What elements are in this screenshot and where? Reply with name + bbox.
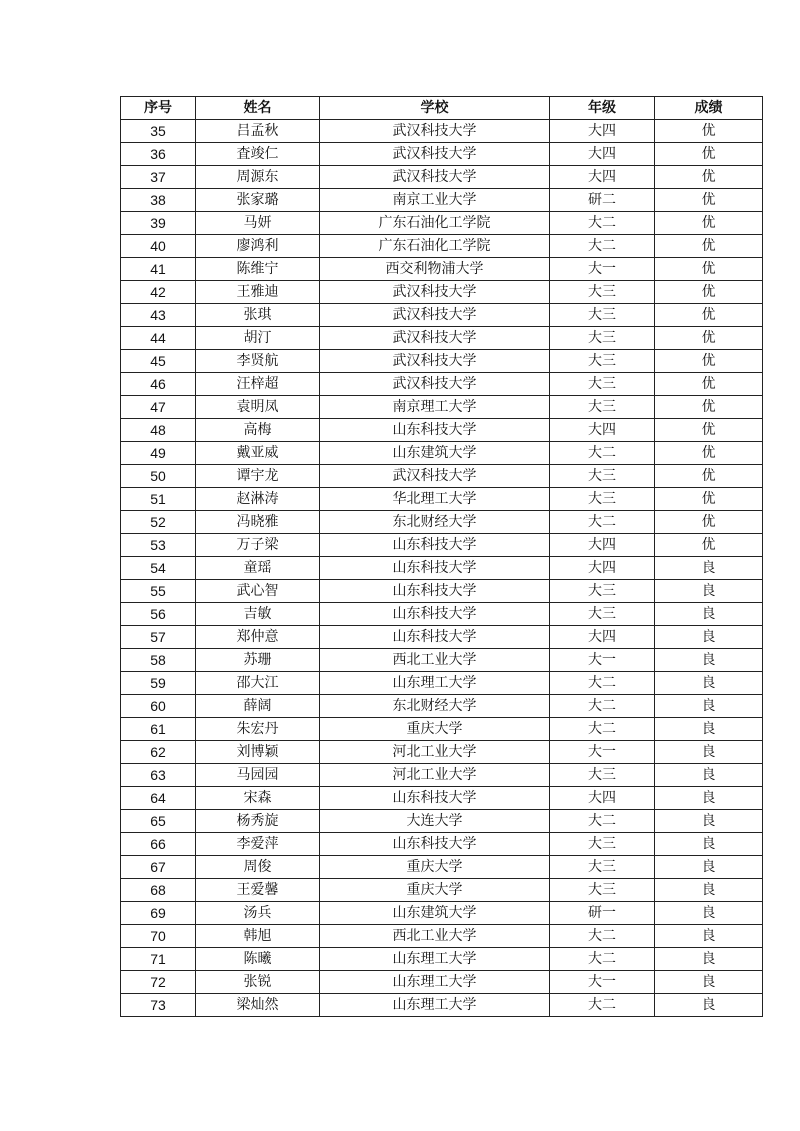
- cell-school: 山东科技大学: [320, 419, 550, 442]
- cell-name: 汪梓超: [196, 373, 320, 396]
- cell-school: 东北财经大学: [320, 695, 550, 718]
- cell-score: 优: [655, 465, 763, 488]
- cell-name: 马园园: [196, 764, 320, 787]
- cell-score: 优: [655, 350, 763, 373]
- cell-school: 武汉科技大学: [320, 350, 550, 373]
- table-row: [121, 143, 763, 166]
- cell-name: 武心智: [196, 580, 320, 603]
- cell-score: 良: [655, 580, 763, 603]
- cell-grade-level: 大一: [550, 741, 655, 764]
- table-row: [121, 603, 763, 626]
- table-row: [121, 902, 763, 925]
- cell-index: 46: [121, 373, 196, 396]
- table-row: [121, 764, 763, 787]
- cell-grade-level: 大四: [550, 419, 655, 442]
- cell-school: 华北理工大学: [320, 488, 550, 511]
- cell-school: 武汉科技大学: [320, 373, 550, 396]
- cell-school: 河北工业大学: [320, 741, 550, 764]
- cell-name: 张家璐: [196, 189, 320, 212]
- header-grade-level: 年级: [550, 97, 655, 120]
- cell-score: 良: [655, 626, 763, 649]
- cell-grade-level: 大四: [550, 626, 655, 649]
- cell-grade-level: 大二: [550, 672, 655, 695]
- cell-score: 优: [655, 373, 763, 396]
- cell-index: 55: [121, 580, 196, 603]
- cell-index: 50: [121, 465, 196, 488]
- cell-score: 良: [655, 925, 763, 948]
- cell-name: 廖鸿利: [196, 235, 320, 258]
- cell-name: 童瑶: [196, 557, 320, 580]
- cell-grade-level: 大二: [550, 948, 655, 971]
- cell-school: 西交利物浦大学: [320, 258, 550, 281]
- header-row: [121, 97, 763, 120]
- cell-name: 冯晓雅: [196, 511, 320, 534]
- cell-index: 36: [121, 143, 196, 166]
- cell-school: 山东建筑大学: [320, 902, 550, 925]
- cell-index: 59: [121, 672, 196, 695]
- cell-index: 61: [121, 718, 196, 741]
- cell-school: 山东科技大学: [320, 626, 550, 649]
- cell-school: 南京工业大学: [320, 189, 550, 212]
- cell-school: 山东科技大学: [320, 833, 550, 856]
- table-row: [121, 971, 763, 994]
- cell-school: 武汉科技大学: [320, 143, 550, 166]
- cell-score: 良: [655, 994, 763, 1017]
- cell-name: 杨秀旋: [196, 810, 320, 833]
- cell-school: 山东理工大学: [320, 971, 550, 994]
- cell-score: 良: [655, 856, 763, 879]
- table-row: [121, 281, 763, 304]
- cell-index: 60: [121, 695, 196, 718]
- cell-school: 山东理工大学: [320, 994, 550, 1017]
- table-row: [121, 994, 763, 1017]
- cell-index: 64: [121, 787, 196, 810]
- table-row: [121, 120, 763, 143]
- cell-score: 优: [655, 281, 763, 304]
- cell-school: 武汉科技大学: [320, 281, 550, 304]
- table-row: [121, 258, 763, 281]
- cell-grade-level: 大二: [550, 212, 655, 235]
- cell-name: 苏珊: [196, 649, 320, 672]
- cell-name: 邵大江: [196, 672, 320, 695]
- table-row: [121, 856, 763, 879]
- cell-school: 东北财经大学: [320, 511, 550, 534]
- cell-grade-level: 大二: [550, 511, 655, 534]
- cell-name: 万子梁: [196, 534, 320, 557]
- cell-name: 马妍: [196, 212, 320, 235]
- cell-school: 山东科技大学: [320, 603, 550, 626]
- cell-score: 良: [655, 649, 763, 672]
- cell-grade-level: 大三: [550, 304, 655, 327]
- cell-grade-level: 大二: [550, 695, 655, 718]
- table-row: [121, 166, 763, 189]
- cell-school: 西北工业大学: [320, 649, 550, 672]
- cell-name: 李爱萍: [196, 833, 320, 856]
- cell-score: 优: [655, 189, 763, 212]
- cell-index: 42: [121, 281, 196, 304]
- cell-name: 谭宇龙: [196, 465, 320, 488]
- cell-school: 山东建筑大学: [320, 442, 550, 465]
- cell-index: 52: [121, 511, 196, 534]
- cell-grade-level: 大二: [550, 235, 655, 258]
- cell-index: 62: [121, 741, 196, 764]
- cell-name: 张锐: [196, 971, 320, 994]
- cell-school: 武汉科技大学: [320, 327, 550, 350]
- header-name: 姓名: [196, 97, 320, 120]
- cell-school: 山东科技大学: [320, 580, 550, 603]
- cell-school: 南京理工大学: [320, 396, 550, 419]
- cell-school: 山东理工大学: [320, 672, 550, 695]
- cell-grade-level: 大一: [550, 649, 655, 672]
- cell-score: 良: [655, 902, 763, 925]
- results-table: [120, 96, 763, 1017]
- cell-grade-level: 大一: [550, 258, 655, 281]
- cell-score: 良: [655, 948, 763, 971]
- cell-grade-level: 大二: [550, 442, 655, 465]
- cell-index: 67: [121, 856, 196, 879]
- cell-index: 57: [121, 626, 196, 649]
- cell-index: 71: [121, 948, 196, 971]
- cell-name: 宋森: [196, 787, 320, 810]
- table-row: [121, 718, 763, 741]
- cell-name: 李贤航: [196, 350, 320, 373]
- cell-grade-level: 大三: [550, 327, 655, 350]
- cell-name: 王雅迪: [196, 281, 320, 304]
- cell-name: 赵淋涛: [196, 488, 320, 511]
- cell-grade-level: 大三: [550, 603, 655, 626]
- cell-index: 35: [121, 120, 196, 143]
- cell-score: 良: [655, 718, 763, 741]
- cell-index: 45: [121, 350, 196, 373]
- table-row: [121, 419, 763, 442]
- cell-grade-level: 大二: [550, 810, 655, 833]
- cell-score: 优: [655, 511, 763, 534]
- table-row: [121, 787, 763, 810]
- table-row: [121, 833, 763, 856]
- cell-index: 44: [121, 327, 196, 350]
- table-row: [121, 580, 763, 603]
- table-row: [121, 626, 763, 649]
- cell-grade-level: 大三: [550, 350, 655, 373]
- cell-grade-level: 大三: [550, 396, 655, 419]
- cell-index: 58: [121, 649, 196, 672]
- cell-school: 武汉科技大学: [320, 304, 550, 327]
- cell-index: 73: [121, 994, 196, 1017]
- header-school: 学校: [320, 97, 550, 120]
- cell-score: 优: [655, 120, 763, 143]
- cell-index: 68: [121, 879, 196, 902]
- cell-school: 山东科技大学: [320, 557, 550, 580]
- table-row: [121, 442, 763, 465]
- cell-index: 48: [121, 419, 196, 442]
- cell-name: 周源东: [196, 166, 320, 189]
- cell-name: 张琪: [196, 304, 320, 327]
- cell-score: 良: [655, 695, 763, 718]
- cell-score: 优: [655, 304, 763, 327]
- table-header: [121, 97, 763, 120]
- table-row: [121, 304, 763, 327]
- cell-grade-level: 大三: [550, 281, 655, 304]
- cell-name: 陈曦: [196, 948, 320, 971]
- table-row: [121, 373, 763, 396]
- cell-score: 优: [655, 166, 763, 189]
- cell-grade-level: 大三: [550, 580, 655, 603]
- cell-score: 优: [655, 419, 763, 442]
- table-row: [121, 511, 763, 534]
- cell-school: 山东理工大学: [320, 948, 550, 971]
- header-score: 成绩: [655, 97, 763, 120]
- cell-name: 戴亚威: [196, 442, 320, 465]
- cell-grade-level: 大三: [550, 833, 655, 856]
- table-row: [121, 925, 763, 948]
- cell-school: 武汉科技大学: [320, 166, 550, 189]
- cell-grade-level: 大三: [550, 488, 655, 511]
- table-row: [121, 557, 763, 580]
- cell-grade-level: 大三: [550, 856, 655, 879]
- table-row: [121, 396, 763, 419]
- cell-index: 70: [121, 925, 196, 948]
- cell-index: 63: [121, 764, 196, 787]
- table-row: [121, 741, 763, 764]
- cell-index: 53: [121, 534, 196, 557]
- cell-name: 王爱馨: [196, 879, 320, 902]
- cell-grade-level: 大四: [550, 557, 655, 580]
- cell-name: 胡汀: [196, 327, 320, 350]
- cell-grade-level: 大二: [550, 925, 655, 948]
- table-row: [121, 189, 763, 212]
- cell-school: 广东石油化工学院: [320, 235, 550, 258]
- cell-name: 周俊: [196, 856, 320, 879]
- table-row: [121, 672, 763, 695]
- cell-index: 41: [121, 258, 196, 281]
- cell-score: 良: [655, 810, 763, 833]
- table-row: [121, 810, 763, 833]
- cell-index: 39: [121, 212, 196, 235]
- cell-grade-level: 大三: [550, 465, 655, 488]
- cell-name: 朱宏丹: [196, 718, 320, 741]
- table-row: [121, 212, 763, 235]
- cell-score: 优: [655, 212, 763, 235]
- cell-school: 大连大学: [320, 810, 550, 833]
- cell-grade-level: 大三: [550, 764, 655, 787]
- cell-grade-level: 大四: [550, 787, 655, 810]
- cell-grade-level: 研二: [550, 189, 655, 212]
- cell-name: 吕孟秋: [196, 120, 320, 143]
- cell-name: 郑仲意: [196, 626, 320, 649]
- cell-grade-level: 研一: [550, 902, 655, 925]
- cell-school: 重庆大学: [320, 856, 550, 879]
- cell-grade-level: 大一: [550, 971, 655, 994]
- cell-score: 良: [655, 741, 763, 764]
- cell-grade-level: 大三: [550, 373, 655, 396]
- cell-index: 65: [121, 810, 196, 833]
- cell-score: 良: [655, 787, 763, 810]
- cell-school: 河北工业大学: [320, 764, 550, 787]
- cell-score: 优: [655, 442, 763, 465]
- cell-name: 梁灿然: [196, 994, 320, 1017]
- cell-score: 良: [655, 971, 763, 994]
- cell-index: 37: [121, 166, 196, 189]
- cell-name: 吉敏: [196, 603, 320, 626]
- table-row: [121, 534, 763, 557]
- cell-grade-level: 大二: [550, 718, 655, 741]
- header-index: 序号: [121, 97, 196, 120]
- cell-name: 査竣仁: [196, 143, 320, 166]
- cell-score: 良: [655, 764, 763, 787]
- table-row: [121, 350, 763, 373]
- cell-index: 51: [121, 488, 196, 511]
- cell-school: 西北工业大学: [320, 925, 550, 948]
- cell-grade-level: 大四: [550, 120, 655, 143]
- cell-index: 66: [121, 833, 196, 856]
- cell-index: 49: [121, 442, 196, 465]
- table-body: [121, 120, 763, 1017]
- cell-score: 良: [655, 672, 763, 695]
- cell-score: 优: [655, 258, 763, 281]
- cell-school: 武汉科技大学: [320, 120, 550, 143]
- cell-grade-level: 大四: [550, 166, 655, 189]
- cell-school: 山东科技大学: [320, 787, 550, 810]
- cell-school: 重庆大学: [320, 718, 550, 741]
- cell-score: 良: [655, 833, 763, 856]
- cell-name: 薛阔: [196, 695, 320, 718]
- cell-index: 56: [121, 603, 196, 626]
- cell-name: 刘博颖: [196, 741, 320, 764]
- cell-index: 43: [121, 304, 196, 327]
- cell-name: 韩旭: [196, 925, 320, 948]
- cell-grade-level: 大四: [550, 143, 655, 166]
- cell-score: 优: [655, 488, 763, 511]
- cell-school: 重庆大学: [320, 879, 550, 902]
- cell-name: 袁明凤: [196, 396, 320, 419]
- table-row: [121, 327, 763, 350]
- cell-index: 54: [121, 557, 196, 580]
- cell-name: 陈维宁: [196, 258, 320, 281]
- cell-score: 优: [655, 534, 763, 557]
- table-row: [121, 465, 763, 488]
- cell-score: 优: [655, 327, 763, 350]
- cell-name: 高梅: [196, 419, 320, 442]
- cell-school: 广东石油化工学院: [320, 212, 550, 235]
- table-row: [121, 488, 763, 511]
- cell-school: 武汉科技大学: [320, 465, 550, 488]
- cell-index: 47: [121, 396, 196, 419]
- cell-name: 汤兵: [196, 902, 320, 925]
- table-row: [121, 948, 763, 971]
- cell-school: 山东科技大学: [320, 534, 550, 557]
- cell-grade-level: 大四: [550, 534, 655, 557]
- cell-score: 优: [655, 235, 763, 258]
- cell-index: 40: [121, 235, 196, 258]
- cell-index: 69: [121, 902, 196, 925]
- table-row: [121, 695, 763, 718]
- cell-index: 72: [121, 971, 196, 994]
- cell-score: 良: [655, 557, 763, 580]
- table-row: [121, 879, 763, 902]
- table-row: [121, 649, 763, 672]
- cell-index: 38: [121, 189, 196, 212]
- table-row: [121, 235, 763, 258]
- cell-grade-level: 大三: [550, 879, 655, 902]
- cell-score: 优: [655, 396, 763, 419]
- cell-score: 优: [655, 143, 763, 166]
- cell-score: 良: [655, 603, 763, 626]
- cell-grade-level: 大二: [550, 994, 655, 1017]
- cell-score: 良: [655, 879, 763, 902]
